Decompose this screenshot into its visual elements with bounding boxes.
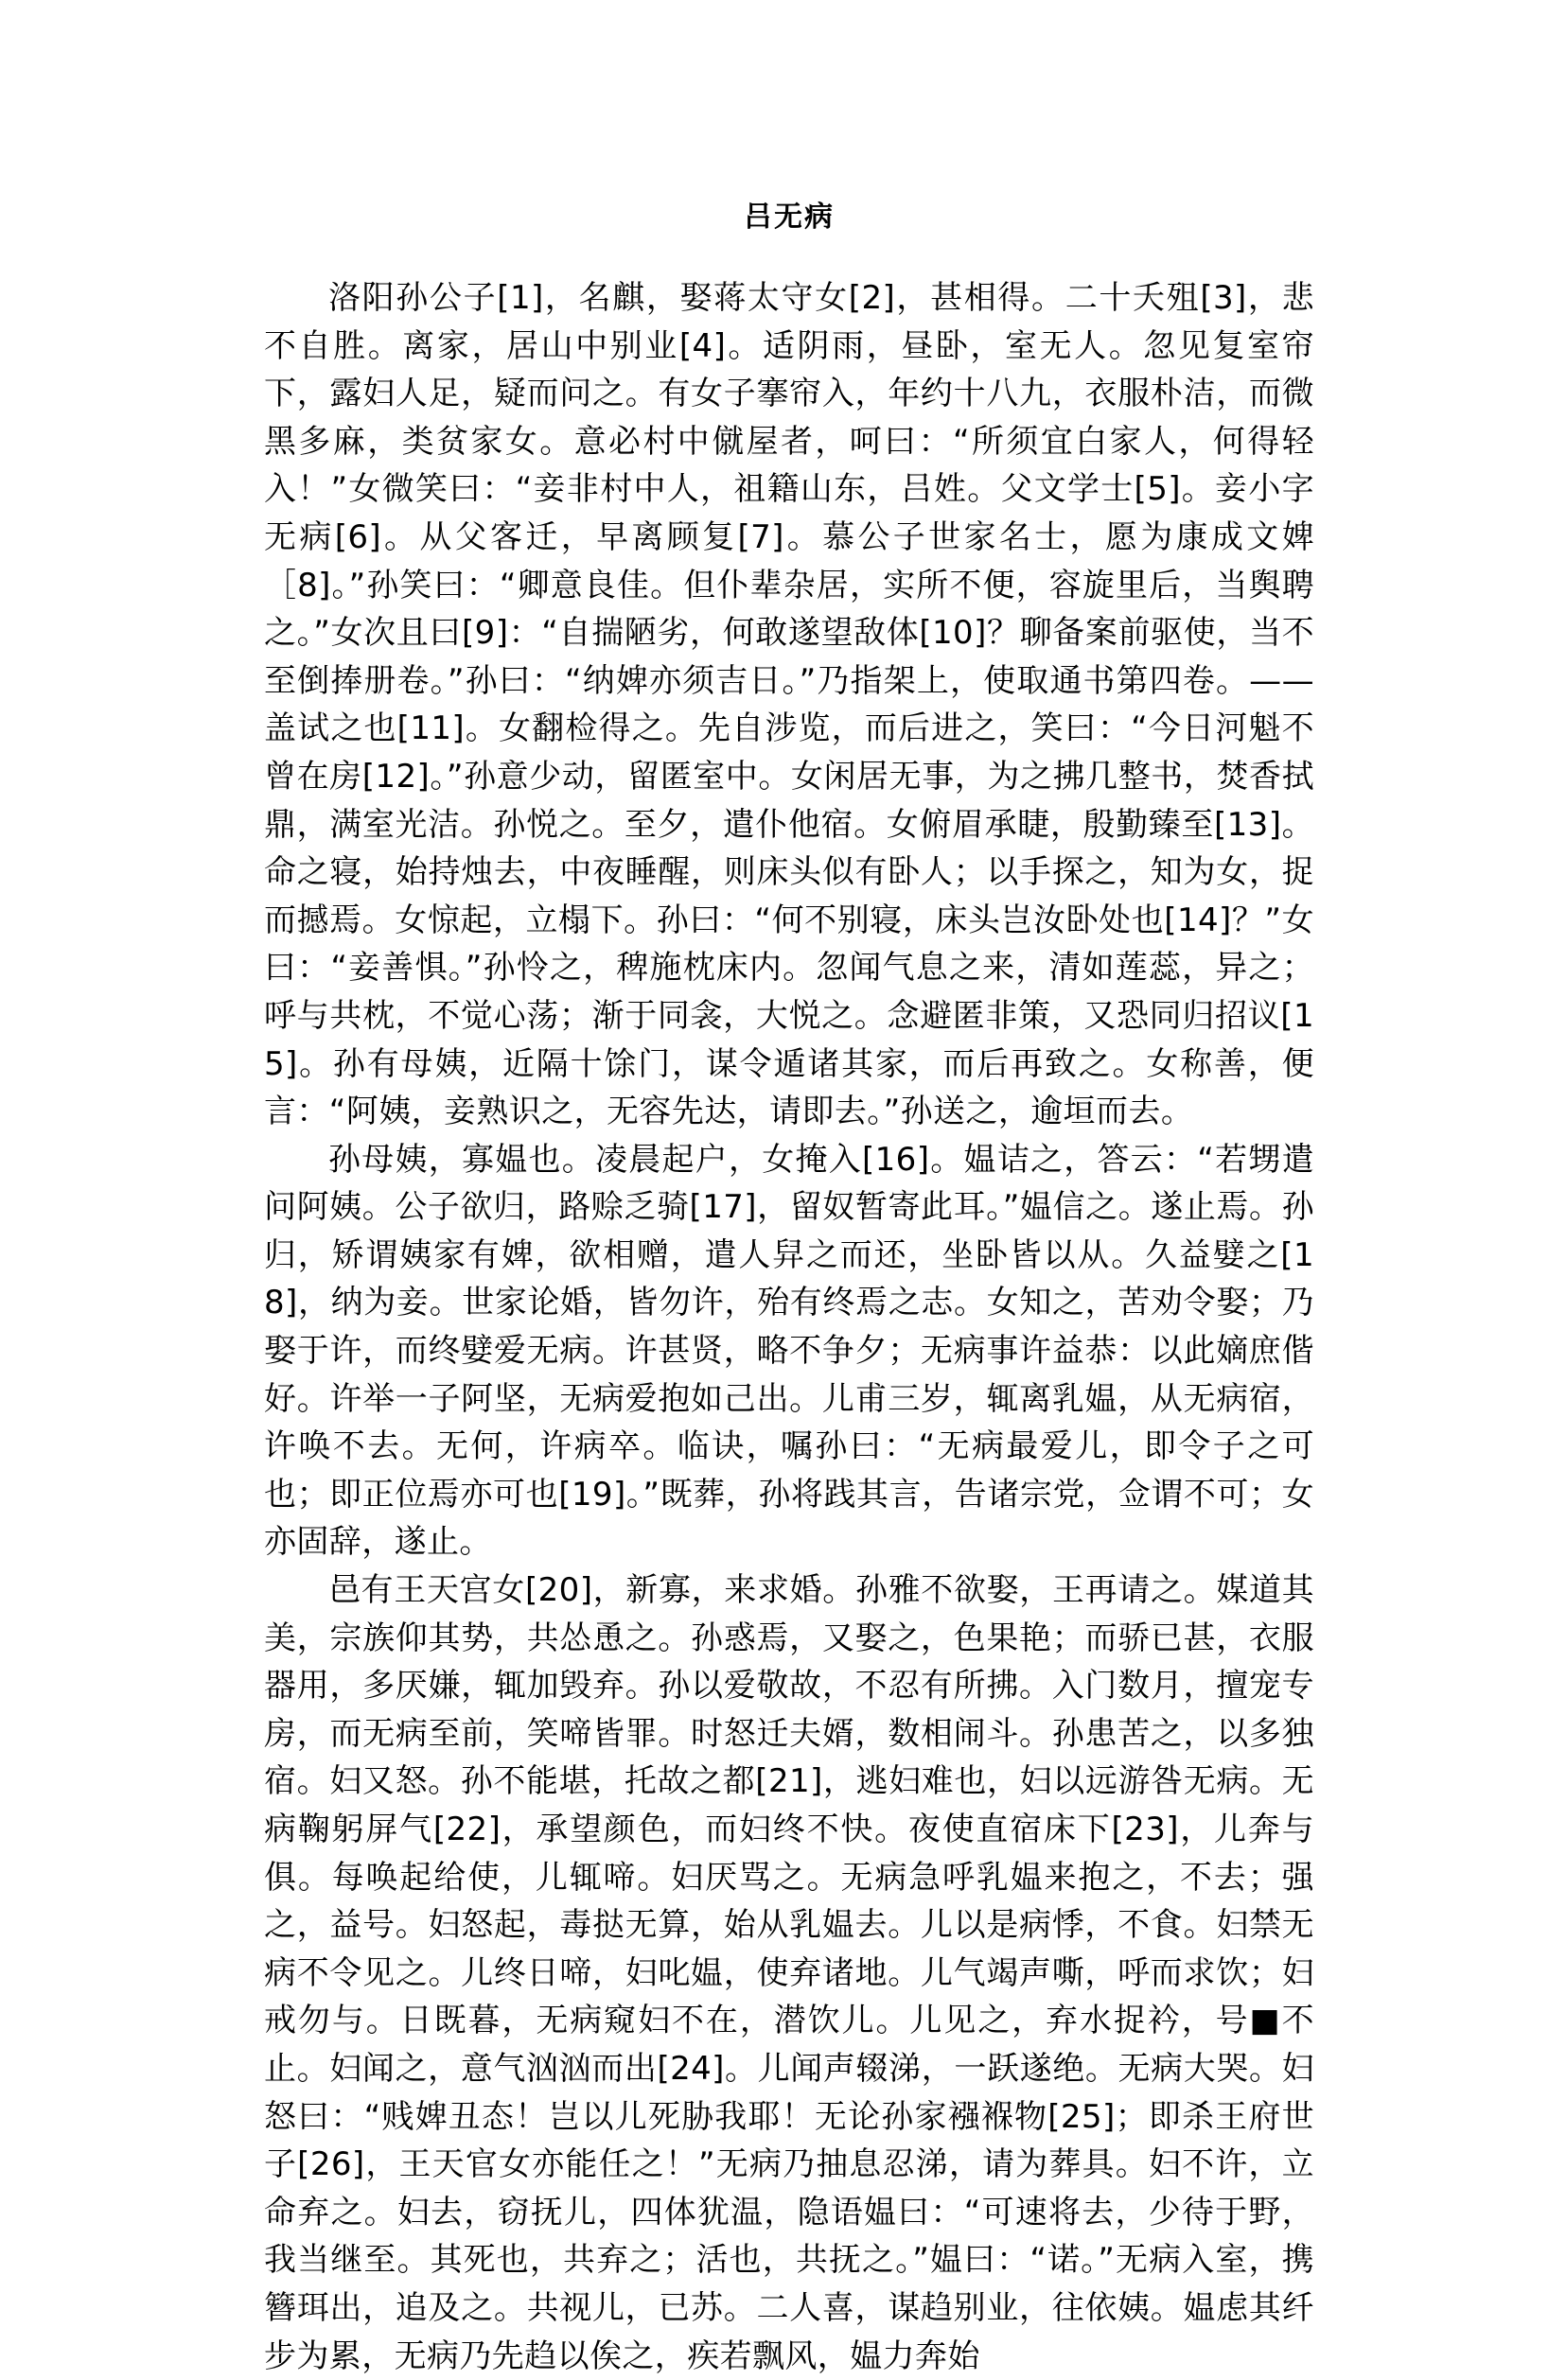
paragraph-3: 邑有王天宫女[20]，新寡，来求婚。孙雅不欲娶，王再请之。媒道其美，宗族仰其势，共怂恿之。孙惑焉，又娶之，色果艳；而骄已甚，衣服器用，多厌嫌，辄加毁弃。孙以爱敬故，不忍有所拂。入门数月，擅宠专房，而无病至前，笑啼皆罪。时怒迁夫婿，数相闹斗。孙患苦之，以多独宿。妇又怒。孙不能堪，托故之都[21]，逃妇难也，妇以远游咎无病。无病鞠躬屏气[22]，承望颜色，而妇终不快。夜使直宿床下[23]，儿奔与俱。每唤起给使，儿辄啼。妇厌骂之。无病急呼乳媪来抱之，不去；强之，益号。妇怒起，毒挞无算，始从乳媪去。儿以是病悸，不食。妇禁无病不令见之。儿终日啼，妇叱媪，使弃诸地。儿气竭声嘶，呼而求饮；妇戒勿与。日既暮，无病窥妇不在，潜饮儿。儿见之，弃水捉衿，号■不止。妇闻之，意气汹汹而出[24]。儿闻声辍涕，一跃遂绝。无病大哭。妇怒曰：“贱婢丑态！岂以儿死胁我耶！无论孙家襁褓物[25]；即杀王府世子[26]，王天官女亦能任之！”无病乃抽息忍涕，请为葬具。妇不许，立命弃之。妇去，窃抚儿，四体犹温，隐语媪曰：“可速将去，少待于野，我当继至。其死也，共弃之；活也，共抚之。”媪曰：“诺。”无病入室，携簪珥出，追及之。共视儿，已苏。二人喜，谋趋别业，往依姨。媪虑其纤步为累，无病乃先趋以俟之，疾若飘风，媪力奔始 bbox=[264, 1571, 1314, 2375]
document-title: 吕无病 bbox=[744, 201, 835, 234]
document-body bbox=[264, 274, 1314, 2380]
paragraph-2: 孙母姨，寡媪也。凌晨起户，女掩入[16]。媪诘之，答云：“若甥遣问阿姨。公子欲归，路赊乏骑[17]，留奴暂寄此耳。”媪信之。遂止焉。孙归，矫谓姨家有婢，欲相赠，遣人舁之而还，坐卧皆以从。久益嬖之[18]，纳为妾。世家论婚，皆勿许，殆有终焉之志。女知之，苦劝令娶；乃娶于许，而终嬖爱无病。许甚贤，略不争夕；无病事许益恭：以此嫡庶偕好。许举一子阿坚，无病爱抱如己出。儿甫三岁，辄离乳媪，从无病宿，许唤不去。无何，许病卒。临诀，嘱孙曰：“无病最爱儿，即令子之可也；即正位焉亦可也[19]。”既葬，孙将践其言，告诸宗党，佥谓不可；女亦固辞，遂止。 bbox=[264, 1140, 1314, 1562]
paragraph-1: 洛阳孙公子[1]，名麒，娶蒋太守女[2]，甚相得。二十夭殂[3]，悲不自胜。离家，居山中别业[4]。适阴雨，昼卧，室无人。忽见复室帘下，露妇人足，疑而问之。有女子搴帘入，年约十八九，衣服朴洁，而微黑多麻，类贫家女。意必村中僦屋者，呵曰：“所须宜白家人，何得轻入！”女微笑曰：“妾非村中人，祖籍山东，吕姓。父文学士[5]。妾小字无病[6]。从父客迁，早离顾复[7]。慕公子世家名士，愿为康成文婢［8]。”孙笑曰：“卿意良佳。但仆辈杂居，实所不便，容旋里后，当舆聘之。”女次且曰[9]：“自揣陋劣，何敢遂望敌体[10]？聊备案前驱使，当不至倒捧册卷。”孙曰：“纳婢亦须吉日。”乃指架上，使取通书第四卷。——盖试之也[11]。女翻检得之。先自涉览，而后进之，笑曰：“今日河魁不曾在房[12]。”孙意少动，留匿室中。女闲居无事，为之拂几整书，焚香拭鼎，满室光洁。孙悦之。至夕，遣仆他宿。女俯眉承睫，殷勤臻至[13]。命之寝，始持烛去，中夜睡醒，则床头似有卧人；以手探之，知为女，捉而撼焉。女惊起，立榻下。孙曰：“何不别寝，床头岂汝卧处也[14]？”女曰：“妾善惧。”孙怜之，稗施枕床内。忽闻气息之来，清如莲蕊，异之；呼与共枕，不觉心荡；渐于同衾，大悦之。念避匿非策，又恐同归招议[15]。孙有母姨，近隔十馀门，谋令遁诸其家，而后再致之。女称善，便言：“阿姨，妾熟识之，无容先达，请即去。”孙送之，逾垣而去。 bbox=[264, 279, 1314, 1131]
document-page bbox=[264, 0, 1314, 2375]
